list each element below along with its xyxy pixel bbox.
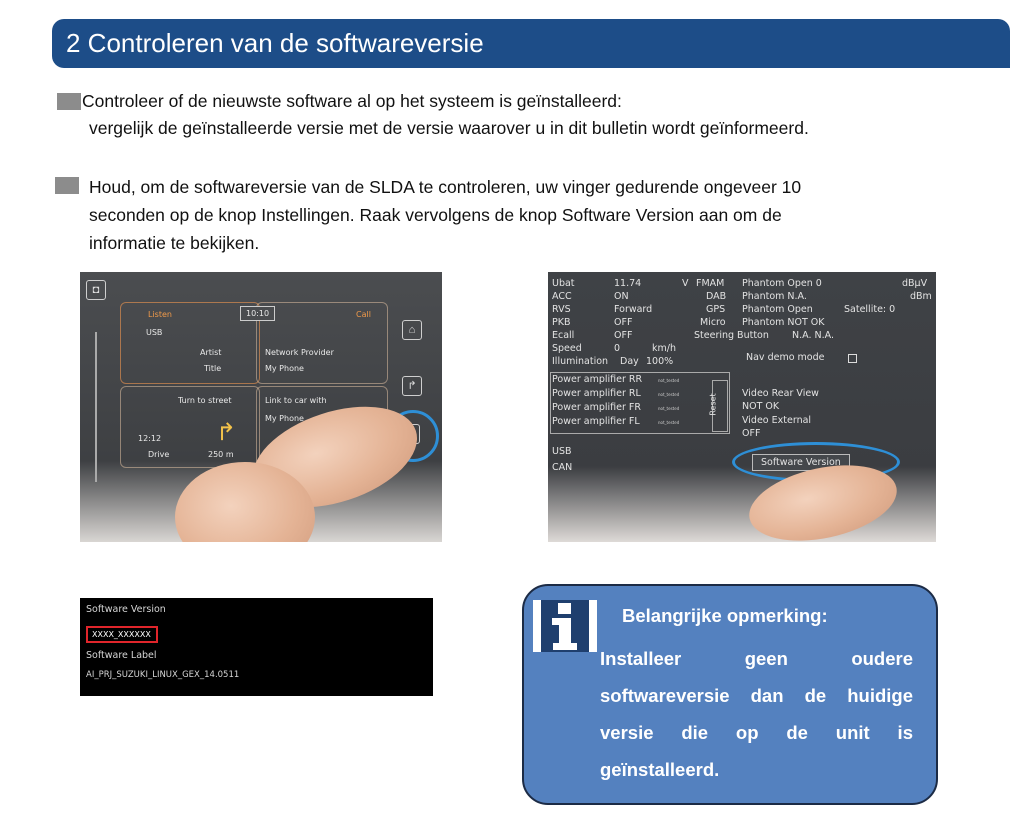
note-body [600, 640, 913, 788]
amplifier-status: not_tested [658, 406, 680, 411]
diag-extra: Satellite: 0 [844, 304, 896, 315]
diag-label: Ubat [552, 278, 575, 289]
diag-tuner: GPS [706, 304, 726, 315]
info-icon [533, 600, 597, 652]
amplifier-label: Power amplifier RR [552, 374, 643, 385]
illumination-value: Day [620, 356, 639, 367]
drive-label: Drive [148, 450, 170, 459]
amplifier-status: not_tested [658, 378, 680, 383]
turn-arrow-icon: ↱ [216, 418, 237, 446]
camera-icon: ◘ [86, 280, 106, 300]
note-line: geïnstalleerd. [600, 759, 720, 780]
version-screenshot [80, 598, 433, 696]
software-version-button: Software Version [752, 454, 850, 471]
diag-label: RVS [552, 304, 571, 315]
diagnostics-screenshot [548, 272, 936, 542]
note-line: Installeer geen oudere [600, 648, 913, 669]
route-icon: ↱ [402, 376, 422, 396]
illumination-percent: 100% [646, 356, 674, 367]
paragraph-2-line-1: Houd, om de softwareversie van de SLDA te controleren, uw vinger gedurende ongeveer 10 [89, 177, 802, 197]
diag-label: PKB [552, 317, 571, 328]
diag-extra: dBµV [902, 278, 928, 289]
diag-tuner: DAB [706, 291, 727, 302]
diag-extra: dBm [910, 291, 932, 302]
video-external-label: Video External [742, 415, 812, 426]
artist-label: Artist [200, 348, 222, 357]
paragraph-1-line-2: vergelijk de geïnstalleerde versie met de versie waarover u in dit bulletin wordt geïnformeerd. [89, 118, 809, 138]
diag-value: Forward [614, 304, 653, 315]
amplifier-label: Power amplifier FL [552, 416, 640, 427]
nav-demo-checkbox [848, 354, 857, 363]
network-provider-label: Network Provider [265, 348, 334, 357]
software-label-heading: Software Label [86, 650, 157, 661]
bullet-icon [55, 177, 79, 194]
can-label: CAN [552, 462, 573, 473]
diag-unit: V [682, 278, 689, 289]
diag-phantom: Phantom Open [742, 304, 813, 315]
paragraph-2-line-3: informatie te bekijken. [89, 233, 260, 253]
my-phone-label-2: My Phone [265, 414, 304, 423]
amplifier-status: not_tested [658, 420, 680, 425]
nav-demo-label: Nav demo mode [746, 352, 825, 363]
off-label: OFF [742, 428, 761, 439]
my-phone-label: My Phone [265, 364, 304, 373]
diag-phantom: Phantom N.A. [742, 291, 807, 302]
link-to-car-label: Link to car with [265, 396, 327, 405]
turn-to-street-label: Turn to street [178, 396, 232, 405]
call-label: Call [356, 310, 371, 319]
section-title: 2 Controleren van de softwareversie [52, 19, 1010, 68]
illumination-label: Illumination [552, 356, 609, 367]
reset-label: Reset [708, 393, 718, 416]
paragraph-1-line-1: Controleer of de nieuwste software al op het systeem is geïnstalleerd: [82, 91, 622, 111]
diag-tuner: Micro [700, 317, 726, 328]
note-line: softwareversie dan de huidige [600, 685, 913, 706]
note-title: Belangrijke opmerking: [622, 605, 828, 626]
distance-label: 250 m [208, 450, 234, 459]
paragraph-2-line-2: seconden op de knop Instellingen. Raak vervolgens de knop Software Version aan om de [89, 205, 782, 225]
bullet-icon [57, 93, 81, 110]
diag-tuner: FMAM [696, 278, 725, 289]
home-screen-screenshot [80, 272, 442, 542]
time-label: 12:12 [138, 434, 162, 443]
not-ok-label: NOT OK [742, 401, 780, 412]
diag-value: OFF [614, 317, 633, 328]
software-version-value: XXXX_XXXXXX [86, 626, 158, 643]
title-label: Title [204, 364, 222, 373]
software-version-heading: Software Version [86, 604, 166, 615]
amplifier-status: not_tested [658, 392, 680, 397]
listen-label: Listen [148, 310, 172, 319]
media-panel [120, 302, 260, 384]
note-line: versie die op de unit is [600, 722, 913, 743]
diag-value: 11.74 [614, 278, 642, 289]
source-label: USB [146, 328, 163, 337]
diag-label: ACC [552, 291, 572, 302]
home-icon: ⌂ [402, 320, 422, 340]
diag-tuner: Steering Button [694, 330, 769, 341]
speed-value: 0 [614, 343, 621, 354]
clock-label: 10:10 [240, 306, 275, 321]
software-label-value: AI_PRJ_SUZUKI_LINUX_GEX_14.0511 [86, 670, 240, 680]
usb-label: USB [552, 446, 572, 457]
amplifier-label: Power amplifier RL [552, 388, 641, 399]
info-glyph [541, 600, 589, 652]
diag-label: Ecall [552, 330, 575, 341]
diag-phantom: N.A. N.A. [792, 330, 834, 341]
volume-slider [95, 332, 97, 482]
speed-label: Speed [552, 343, 582, 354]
diag-value: OFF [614, 330, 633, 341]
video-rear-label: Video Rear View [742, 388, 819, 399]
amplifier-label: Power amplifier FR [552, 402, 641, 413]
diag-phantom: Phantom NOT OK [742, 317, 825, 328]
diag-phantom: Phantom Open 0 [742, 278, 822, 289]
diag-value: ON [614, 291, 629, 302]
speed-unit: km/h [652, 343, 676, 354]
